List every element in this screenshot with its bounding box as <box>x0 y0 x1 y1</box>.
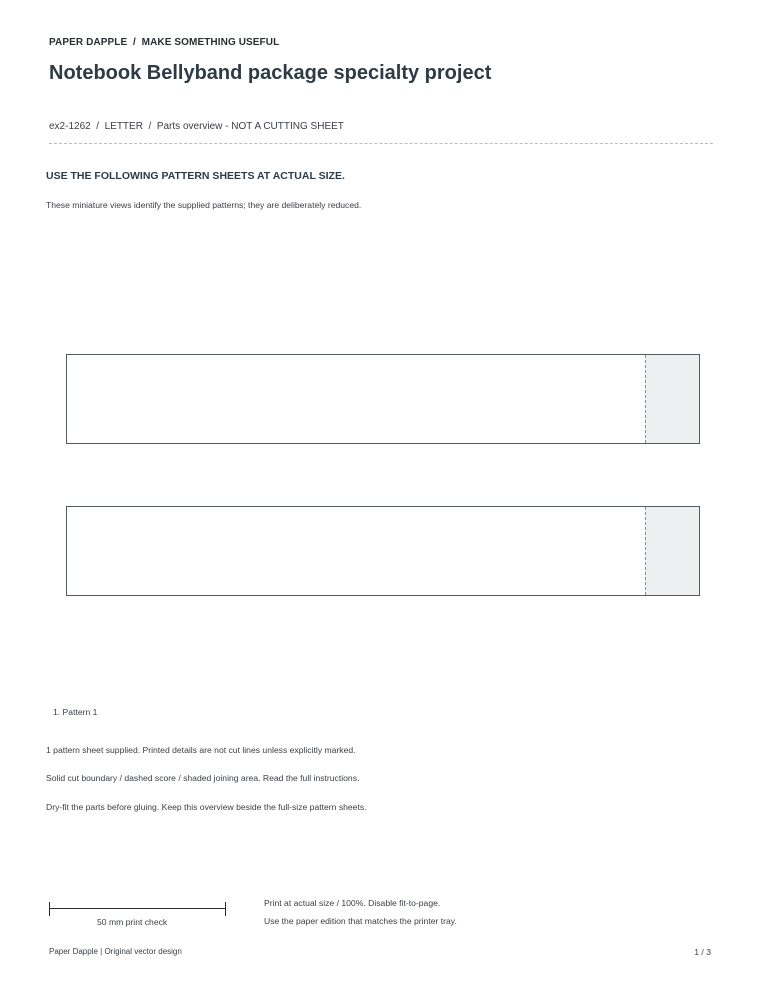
brand-line: PAPER DAPPLE / MAKE SOMETHING USEFUL <box>49 37 280 48</box>
section-heading: USE THE FOLLOWING PATTERN SHEETS AT ACTUAL SIZE. <box>46 170 345 182</box>
pattern-label: 1. Pattern 1 <box>53 707 98 717</box>
note-legend: Solid cut boundary / dashed score / shaded joining area. Read the full instructions. <box>46 773 360 783</box>
glue-flap <box>645 355 699 443</box>
glue-flap <box>645 507 699 595</box>
intro-text: These miniature views identify the supplied patterns; they are deliberately reduced. <box>46 200 362 210</box>
footer-credit: Paper Dapple | Original vector design <box>49 947 182 956</box>
page-title: Notebook Bellyband package specialty project <box>49 62 492 84</box>
scale-bar <box>49 902 226 916</box>
print-instruction: Use the paper edition that matches the printer tray. <box>264 916 457 926</box>
note-dry-fit: Dry-fit the parts before gluing. Keep this overview beside the full-size pattern sheets. <box>46 802 367 812</box>
document-meta: ex2-1262 / LETTER / Parts overview - NOT A CUTTING SHEET <box>49 121 344 132</box>
scale-bar-label: 50 mm print check <box>97 917 168 927</box>
print-instruction: Print at actual size / 100%. Disable fit-to-page. <box>264 898 441 908</box>
header-divider <box>49 143 713 144</box>
pattern-piece-preview <box>66 506 700 596</box>
page-number: 1 / 3 <box>694 947 711 957</box>
note-sheets: 1 pattern sheet supplied. Printed details are not cut lines unless explicitly marked. <box>46 745 356 755</box>
pattern-piece-preview <box>66 354 700 444</box>
